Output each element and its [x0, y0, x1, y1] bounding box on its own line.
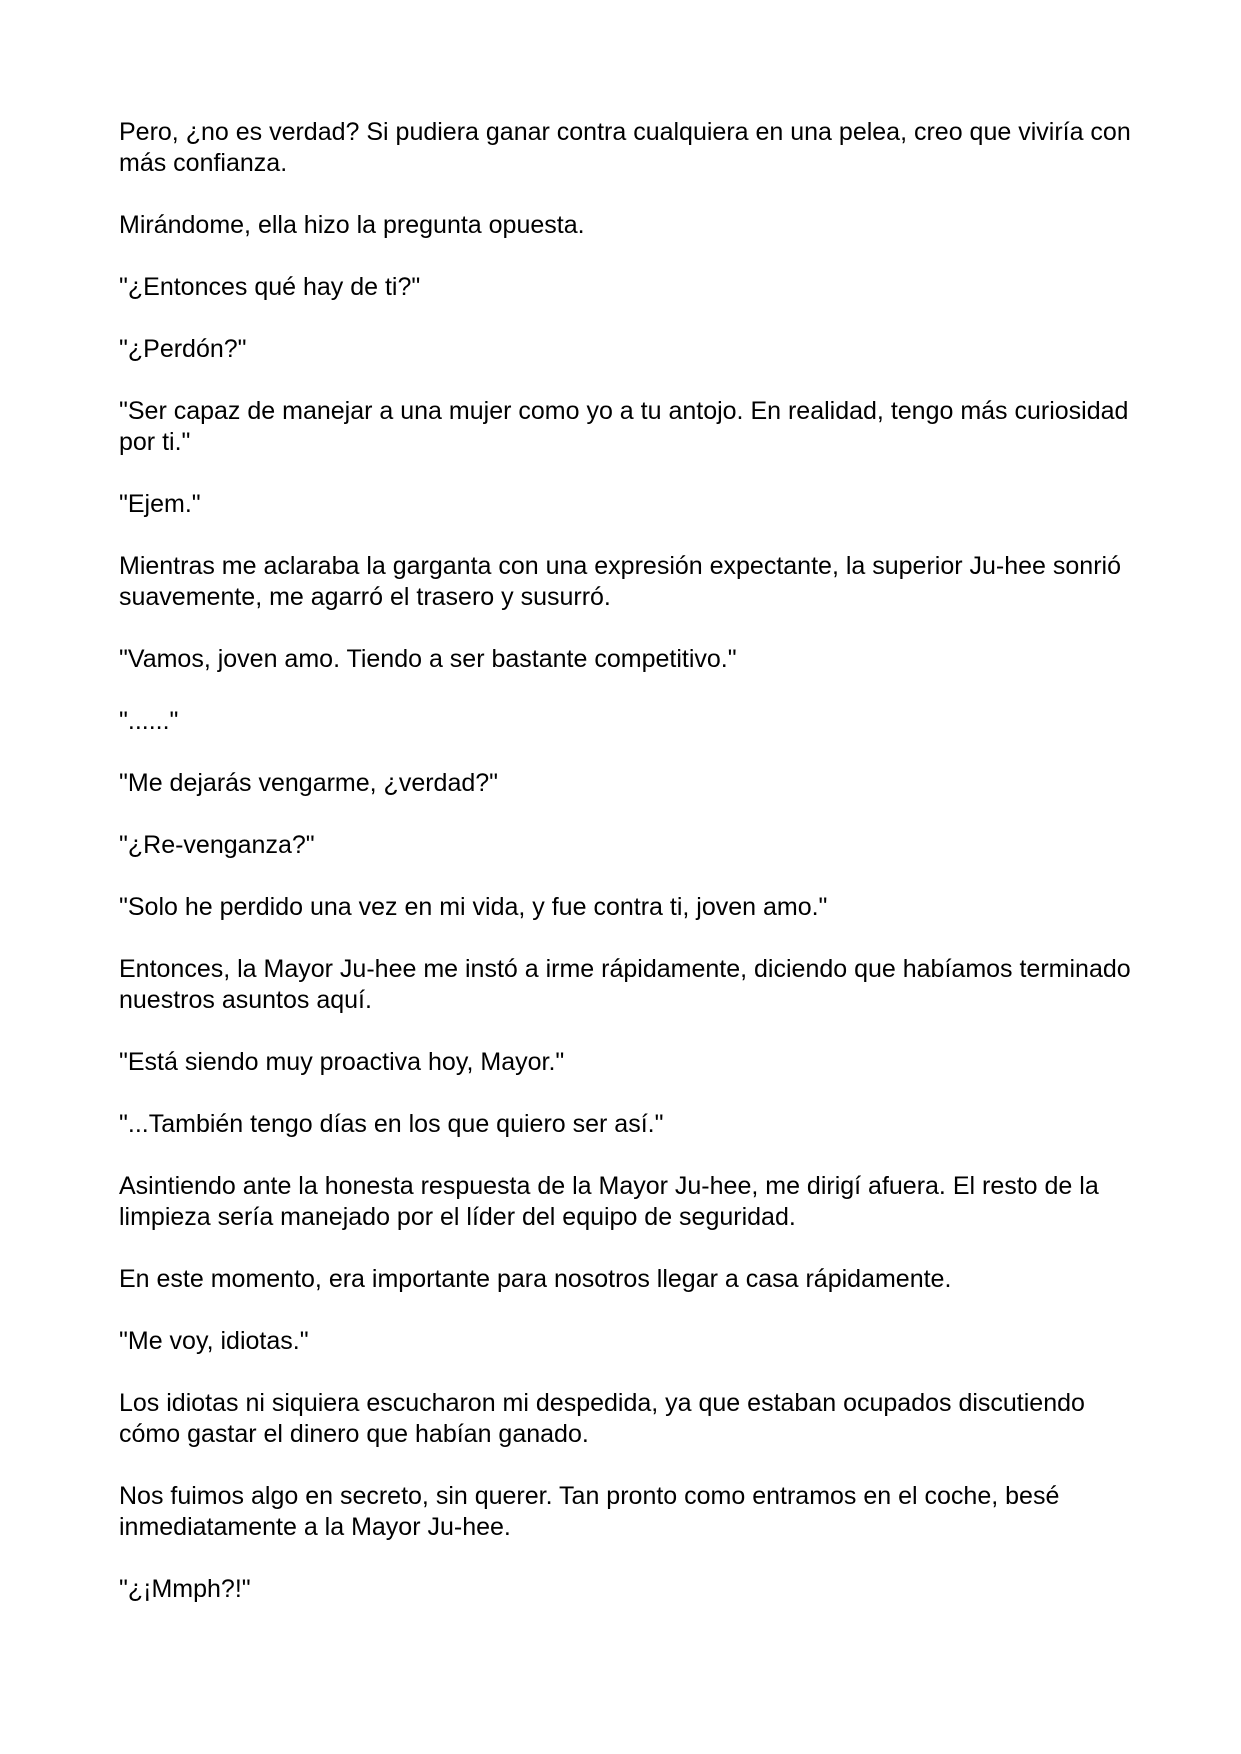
paragraph: Asintiendo ante la honesta respuesta de la Mayor Ju-hee, me dirigí afuera. El resto de la limpieza sería manejado por el líder del equipo de seguridad.: [119, 1172, 1099, 1231]
paragraph: "Ejem.": [119, 490, 201, 518]
paragraph: Entonces, la Mayor Ju-hee me instó a irme rápidamente, diciendo que habíamos terminado nuestros asuntos aquí.: [119, 955, 1131, 1014]
paragraph: Mientras me aclaraba la garganta con una expresión expectante, la superior Ju-hee sonrió suavemente, me agarró el trasero y susurró.: [119, 552, 1121, 611]
paragraph: "Me dejarás vengarme, ¿verdad?": [119, 769, 499, 797]
paragraph: "Me voy, idiotas.": [119, 1327, 309, 1355]
paragraph: "¿Re-venganza?": [119, 831, 315, 859]
paragraph: Nos fuimos algo en secreto, sin querer. Tan pronto como entramos en el coche, besé inmediatamente a la Mayor Ju-hee.: [119, 1482, 1060, 1541]
paragraph: En este momento, era importante para nosotros llegar a casa rápidamente.: [119, 1265, 952, 1293]
paragraph: Los idiotas ni siquiera escucharon mi despedida, ya que estaban ocupados discutiendo cómo gastar el dinero que habían ganado.: [119, 1389, 1085, 1448]
paragraph: "Ser capaz de manejar a una mujer como yo a tu antojo. En realidad, tengo más curiosidad por ti.": [119, 397, 1129, 456]
paragraph: "¿¡Mmph?!": [119, 1575, 251, 1603]
paragraph: "Está siendo muy proactiva hoy, Mayor.": [119, 1048, 565, 1076]
paragraph: "Vamos, joven amo. Tiendo a ser bastante competitivo.": [119, 645, 737, 673]
paragraph: "Solo he perdido una vez en mi vida, y fue contra ti, joven amo.": [119, 893, 828, 921]
paragraph: Mirándome, ella hizo la pregunta opuesta.: [119, 211, 585, 239]
paragraph: Pero, ¿no es verdad? Si pudiera ganar contra cualquiera en una pelea, creo que viviría con más confianza.: [119, 118, 1131, 177]
paragraph: "¿Perdón?": [119, 335, 247, 363]
paragraph: "...También tengo días en los que quiero ser así.": [119, 1110, 664, 1138]
paragraph: "¿Entonces qué hay de ti?": [119, 273, 421, 301]
document-body: [119, 117, 1139, 1636]
paragraph: "......": [119, 707, 179, 735]
